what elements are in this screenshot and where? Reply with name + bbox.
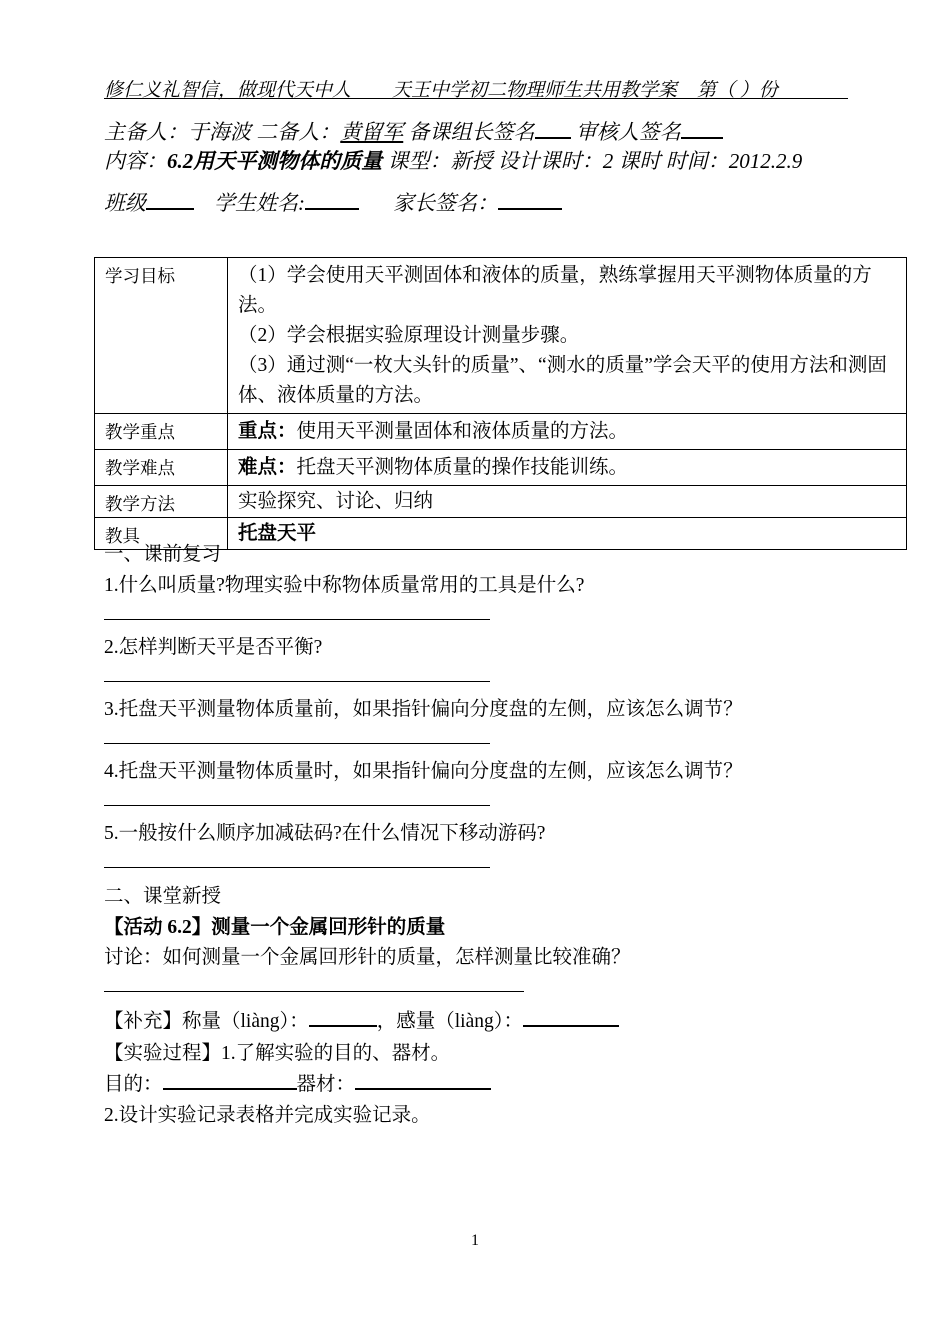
table-row — [95, 450, 907, 486]
discussion-question: 讨论：如何测量一个金属回形针的质量，怎样测量比较准确？ — [104, 947, 631, 968]
review-question-3: 3.托盘天平测量物体质量前，如果指针偏向分度盘的左侧，应该怎么调节？ — [104, 699, 743, 720]
group-leader-sign-blank[interactable] — [535, 117, 571, 139]
meta-content-line — [104, 145, 802, 175]
row-label-objectives: 学习目标 — [95, 258, 228, 414]
reviewer-sign-blank[interactable] — [681, 117, 723, 139]
answer-line-5[interactable] — [104, 867, 490, 868]
answer-line-4[interactable] — [104, 805, 490, 806]
group-leader-sign-label: 备课组长签名 — [403, 120, 535, 144]
row-value-objectives — [228, 258, 907, 414]
process-step-1: 1.了解实验的目的、器材。 — [221, 1043, 451, 1064]
process-line — [104, 1037, 450, 1065]
review-question-4: 4.托盘天平测量物体质量时，如果指针偏向分度盘的左侧，应该怎么调节？ — [104, 761, 743, 782]
supplement-label: 【补充】称量（liàng）： — [104, 1011, 309, 1032]
header-rule — [104, 98, 848, 99]
page-number: 1 — [471, 1232, 479, 1249]
lesson-plan-table — [94, 257, 907, 550]
lesson-info: 课型：新授 设计课时：2 课时 时间：2012.2.9 — [382, 149, 803, 173]
objective-1: （1）学会使用天平测固体和液体的质量，熟练掌握用天平测物体质量的方法。 — [238, 265, 872, 316]
new-lesson-heading: 二、课堂新授 — [104, 886, 222, 907]
header-copy-number: 第（ ）份 — [697, 80, 778, 101]
meta-student-line — [104, 187, 562, 217]
difficulty-text: 托盘天平测物体质量的操作技能训练。 — [296, 457, 629, 478]
row-label-method: 教学方法 — [95, 486, 228, 518]
key-point-text: 使用天平测量固体和液体质量的方法。 — [296, 421, 629, 442]
row-value-key-point — [228, 414, 907, 450]
purpose-blank[interactable] — [163, 1069, 297, 1090]
supplement-mid: ，感量（liàng）： — [376, 1011, 523, 1032]
preparer-name: 于海波 — [188, 120, 251, 144]
student-name-blank[interactable] — [305, 188, 359, 210]
step-2: 2.设计实验记录表格并完成实验记录。 — [104, 1105, 431, 1126]
process-label: 【实验过程】 — [104, 1043, 222, 1064]
class-label: 班级 — [104, 191, 146, 215]
purpose-equipment-line — [104, 1068, 491, 1096]
objective-3: （3）通过测“一枚大头针的质量”、“测水的质量”学会天平的使用方法和测固体、液体质量的方法。 — [238, 355, 887, 406]
content-label: 内容： — [104, 149, 167, 173]
row-value-method: 实验探究、讨论、归纳 — [228, 486, 907, 518]
sensitivity-blank[interactable] — [523, 1006, 619, 1027]
objective-2: （2）学会根据实验原理设计测量步骤。 — [238, 325, 580, 346]
second-preparer-name: 黄留军 — [340, 120, 404, 144]
review-question-1: 1.什么叫质量?物理实验中称物体质量常用的工具是什么? — [104, 575, 585, 596]
header-motto: 修仁义礼智信，做现代天中人 — [104, 80, 352, 101]
header-school-line: 天王中学初二物理师生共用教学案 — [392, 80, 678, 101]
supplement-line — [104, 1005, 619, 1033]
meta-preparers-line — [104, 116, 723, 146]
capacity-blank[interactable] — [309, 1006, 377, 1027]
parent-sign-blank[interactable] — [498, 188, 562, 210]
class-blank[interactable] — [146, 188, 194, 210]
equipment-blank[interactable] — [355, 1069, 491, 1090]
content-title: 6.2用天平测物体的质量 — [167, 149, 383, 173]
answer-line-1[interactable] — [104, 619, 490, 620]
table-row — [95, 414, 907, 450]
student-name-label: 学生姓名: — [214, 191, 305, 215]
key-point-prefix: 重点： — [238, 421, 297, 442]
preparer-label: 主备人： — [104, 120, 188, 144]
parent-sign-label: 家长签名： — [393, 191, 498, 215]
review-heading: 一、课前复习 — [104, 544, 222, 565]
equipment-label: 器材： — [296, 1074, 356, 1095]
row-label-difficulty: 教学难点 — [95, 450, 228, 486]
row-label-teaching-aid: 教具 — [95, 518, 228, 550]
answer-line-2[interactable] — [104, 681, 490, 682]
reviewer-sign-label: 审核人签名 — [570, 120, 681, 144]
activity-title: 【活动 6.2】测量一个金属回形针的质量 — [104, 917, 446, 938]
teaching-aid-text: 托盘天平 — [238, 523, 317, 544]
discussion-answer-line[interactable] — [104, 991, 524, 992]
answer-line-3[interactable] — [104, 743, 490, 744]
table-row — [95, 258, 907, 414]
row-value-teaching-aid — [228, 518, 907, 550]
row-value-difficulty — [228, 450, 907, 486]
review-question-2: 2.怎样判断天平是否平衡? — [104, 637, 323, 658]
review-question-5: 5.一般按什么顺序加减砝码?在什么情况下移动游码? — [104, 823, 546, 844]
difficulty-prefix: 难点： — [238, 457, 297, 478]
row-label-key-point: 教学重点 — [95, 414, 228, 450]
second-preparer-label: 二备人： — [251, 120, 341, 144]
purpose-label: 目的： — [104, 1074, 163, 1095]
table-row — [95, 486, 907, 518]
